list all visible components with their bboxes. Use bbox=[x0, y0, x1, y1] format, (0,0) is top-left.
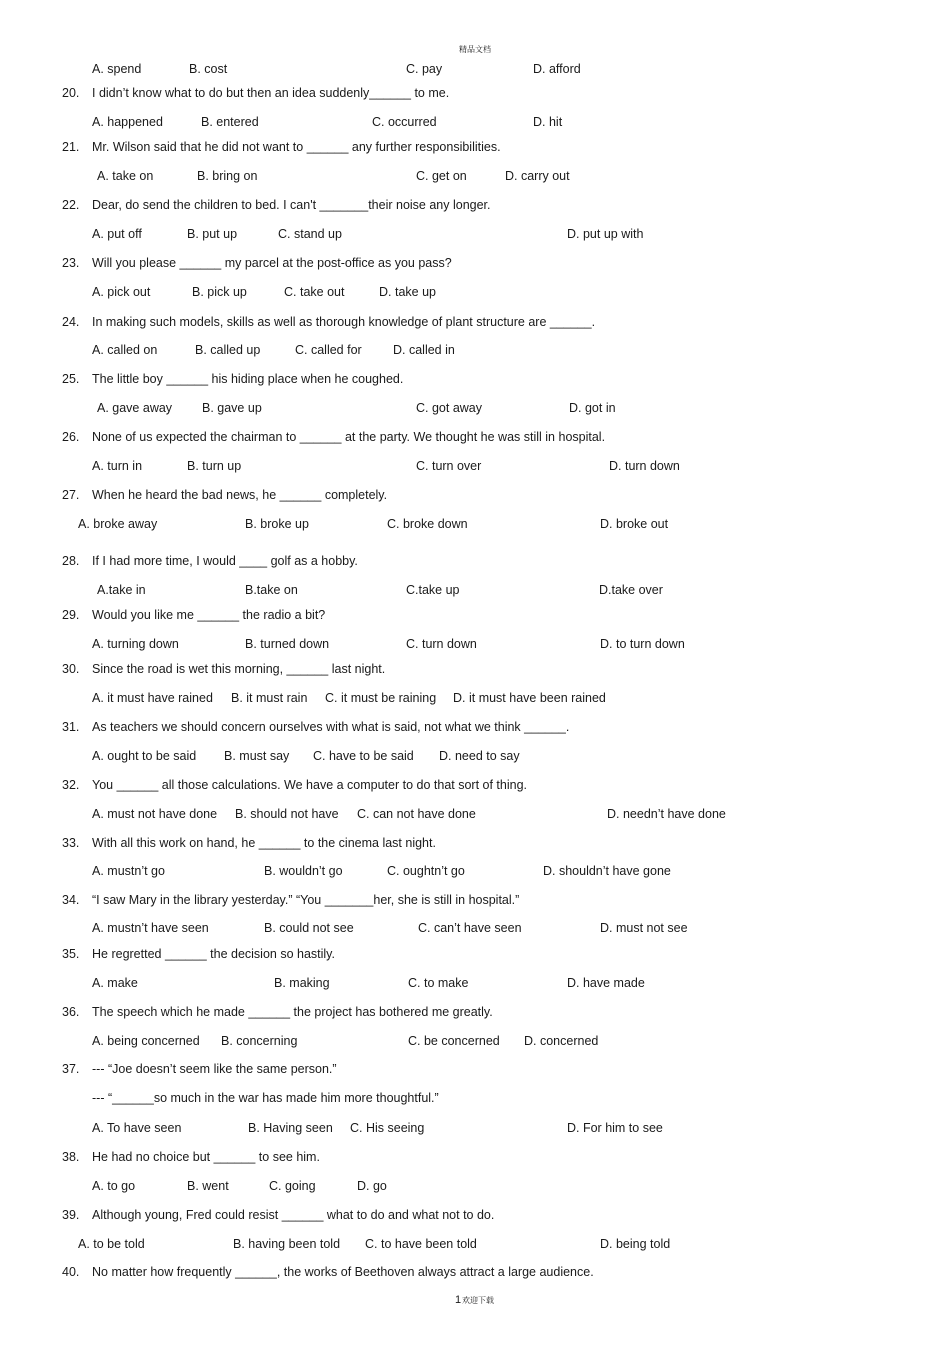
question-text: None of us expected the chairman to ______ at the party. We thought he was still in hospital. bbox=[92, 430, 606, 444]
answer-option: B. put up bbox=[187, 227, 238, 241]
question-text: If I had more time, I would ____ golf as a hobby. bbox=[92, 554, 358, 568]
question-number: 35. bbox=[62, 947, 80, 961]
answer-option: B. turned down bbox=[245, 637, 330, 651]
answer-option: C. get on bbox=[416, 169, 467, 183]
answer-option: D. shouldn’t have gone bbox=[543, 864, 671, 878]
answer-option: D. concerned bbox=[524, 1034, 599, 1048]
answer-option: D. called in bbox=[393, 343, 455, 357]
answer-option: D. turn down bbox=[609, 459, 680, 473]
answer-option: C. occurred bbox=[372, 115, 437, 129]
question-text: With all this work on hand, he ______ to the cinema last night. bbox=[92, 836, 436, 850]
answer-option: C. to have been told bbox=[365, 1237, 477, 1251]
answer-option: B. could not see bbox=[264, 921, 354, 935]
answer-option: D. it must have been rained bbox=[453, 691, 606, 705]
question-text: Would you like me ______ the radio a bit? bbox=[92, 608, 326, 622]
answer-option: C. turn over bbox=[416, 459, 482, 473]
answer-option: A. broke away bbox=[78, 517, 158, 531]
question-number: 24. bbox=[62, 315, 80, 329]
answer-option: B. broke up bbox=[245, 517, 309, 531]
answer-option: D. hit bbox=[533, 115, 563, 129]
answer-option: A. take on bbox=[97, 169, 154, 183]
answer-option: D. need to say bbox=[439, 749, 520, 763]
question-number: 25. bbox=[62, 372, 80, 386]
question-text: In making such models, skills as well as thorough knowledge of plant structure are ______. bbox=[92, 315, 596, 329]
answer-option: B. gave up bbox=[202, 401, 262, 415]
answer-option: C. to make bbox=[408, 976, 469, 990]
answer-option: B. entered bbox=[201, 115, 259, 129]
answer-option: D.take over bbox=[599, 583, 663, 597]
question-number: 32. bbox=[62, 778, 80, 792]
answer-option: D. go bbox=[357, 1179, 387, 1193]
answer-option: C. stand up bbox=[278, 227, 342, 241]
question-number: 20. bbox=[62, 86, 80, 100]
question-number: 39. bbox=[62, 1208, 80, 1222]
answer-option: C. can not have done bbox=[357, 807, 476, 821]
answer-option: A. gave away bbox=[97, 401, 173, 415]
answer-option: B. went bbox=[187, 1179, 229, 1193]
answer-option: B. should not have bbox=[235, 807, 339, 821]
answer-option: B. pick up bbox=[192, 285, 247, 299]
answer-option: B.take on bbox=[245, 583, 298, 597]
answer-option: A. to go bbox=[92, 1179, 136, 1193]
question-number: 36. bbox=[62, 1005, 80, 1019]
page-header: 精品文档 bbox=[459, 45, 491, 54]
answer-option: B. Having seen bbox=[248, 1121, 333, 1135]
answer-option: A. happened bbox=[92, 115, 163, 129]
question-number: 29. bbox=[62, 608, 80, 622]
answer-option: A. To have seen bbox=[92, 1121, 182, 1135]
answer-option: D. must not see bbox=[600, 921, 688, 935]
question-number: 23. bbox=[62, 256, 80, 270]
question-text: --- “Joe doesn’t seem like the same person.” bbox=[92, 1062, 337, 1076]
answer-option: D. put up with bbox=[567, 227, 644, 241]
answer-option: D. For him to see bbox=[567, 1121, 663, 1135]
option-d: D. afford bbox=[533, 62, 581, 76]
answer-option: A. called on bbox=[92, 343, 158, 357]
answer-option: B. bring on bbox=[197, 169, 258, 183]
question-text: Mr. Wilson said that he did not want to ______ any further responsibilities. bbox=[92, 140, 501, 154]
question-number: 34. bbox=[62, 893, 80, 907]
option-a: A. spend bbox=[92, 62, 142, 76]
answer-option: D. to turn down bbox=[600, 637, 685, 651]
question-text: Although young, Fred could resist ______ what to do and what not to do. bbox=[92, 1208, 495, 1222]
answer-option: C. it must be raining bbox=[325, 691, 437, 705]
question-text-line2: --- “______so much in the war has made him more thoughtful.” bbox=[92, 1091, 439, 1105]
answer-option: A. pick out bbox=[92, 285, 151, 299]
question-text: He regretted ______ the decision so hastily. bbox=[92, 947, 335, 961]
answer-option: B. concerning bbox=[221, 1034, 298, 1048]
answer-option: C. broke down bbox=[387, 517, 468, 531]
question-number: 26. bbox=[62, 430, 80, 444]
answer-option: B. turn up bbox=[187, 459, 242, 473]
question-text: When he heard the bad news, he ______ completely. bbox=[92, 488, 388, 502]
answer-option: A. it must have rained bbox=[92, 691, 213, 705]
answer-option: A. mustn’t go bbox=[92, 864, 165, 878]
question-text: As teachers we should concern ourselves with what is said, not what we think ______. bbox=[92, 720, 570, 734]
answer-option: A. turn in bbox=[92, 459, 143, 473]
question-number: 27. bbox=[62, 488, 80, 502]
answer-option: D. got in bbox=[569, 401, 616, 415]
answer-option: D. take up bbox=[379, 285, 436, 299]
page-number: 1 bbox=[455, 1294, 462, 1306]
question-text: Will you please ______ my parcel at the post-office as you pass? bbox=[92, 256, 452, 270]
answer-option: C. oughtn’t go bbox=[387, 864, 465, 878]
question-text: No matter how frequently ______, the works of Beethoven always attract a large audience. bbox=[92, 1265, 594, 1279]
answer-option: B. called up bbox=[195, 343, 261, 357]
question-number: 33. bbox=[62, 836, 80, 850]
answer-option: A. make bbox=[92, 976, 138, 990]
answer-option: D. being told bbox=[600, 1237, 671, 1251]
question-text: Dear, do send the children to bed. I can't _______their noise any longer. bbox=[92, 198, 491, 212]
answer-option: A. put off bbox=[92, 227, 142, 241]
question-text: He had no choice but ______ to see him. bbox=[92, 1150, 320, 1164]
answer-option: A. must not have done bbox=[92, 807, 218, 821]
answer-option: A. to be told bbox=[78, 1237, 145, 1251]
answer-option: C.take up bbox=[406, 583, 460, 597]
answer-option: D. broke out bbox=[600, 517, 669, 531]
answer-option: C. going bbox=[269, 1179, 316, 1193]
answer-option: D. carry out bbox=[505, 169, 570, 183]
answer-option: C. called for bbox=[295, 343, 362, 357]
answer-option: A. turning down bbox=[92, 637, 179, 651]
answer-option: C. turn down bbox=[406, 637, 477, 651]
question-number: 37. bbox=[62, 1062, 80, 1076]
answer-option: B. wouldn’t go bbox=[264, 864, 343, 878]
answer-option: C. His seeing bbox=[350, 1121, 425, 1135]
answer-option: B. it must rain bbox=[231, 691, 308, 705]
question-number: 21. bbox=[62, 140, 80, 154]
answer-option: C. take out bbox=[284, 285, 345, 299]
answer-option: B. having been told bbox=[233, 1237, 341, 1251]
question-number: 28. bbox=[62, 554, 80, 568]
answer-option: C. have to be said bbox=[313, 749, 414, 763]
question-text: Since the road is wet this morning, ______ last night. bbox=[92, 662, 386, 676]
answer-option: C. be concerned bbox=[408, 1034, 500, 1048]
answer-option: D. have made bbox=[567, 976, 645, 990]
option-b: B. cost bbox=[189, 62, 228, 76]
answer-option: A. mustn’t have seen bbox=[92, 921, 209, 935]
answer-option: C. got away bbox=[416, 401, 483, 415]
option-c: C. pay bbox=[406, 62, 443, 76]
question-text: The little boy ______ his hiding place when he coughed. bbox=[92, 372, 404, 386]
answer-option: D. needn’t have done bbox=[607, 807, 726, 821]
question-text: I didn’t know what to do but then an idea suddenly______ to me. bbox=[92, 86, 450, 100]
question-number: 38. bbox=[62, 1150, 80, 1164]
answer-option: B. making bbox=[274, 976, 330, 990]
question-text: “I saw Mary in the library yesterday.” “You _______her, she is still in hospital.” bbox=[92, 893, 520, 907]
question-number: 31. bbox=[62, 720, 80, 734]
answer-option: B. must say bbox=[224, 749, 290, 763]
page-footer: 欢迎下载 bbox=[462, 1296, 494, 1305]
answer-option: A.take in bbox=[97, 583, 146, 597]
question-number: 30. bbox=[62, 662, 80, 676]
answer-option: A. ought to be said bbox=[92, 749, 197, 763]
question-number: 40. bbox=[62, 1265, 80, 1279]
answer-option: C. can’t have seen bbox=[418, 921, 522, 935]
question-text: You ______ all those calculations. We have a computer to do that sort of thing. bbox=[92, 778, 528, 792]
question-number: 22. bbox=[62, 198, 80, 212]
question-text: The speech which he made ______ the project has bothered me greatly. bbox=[92, 1005, 493, 1019]
answer-option: A. being concerned bbox=[92, 1034, 200, 1048]
